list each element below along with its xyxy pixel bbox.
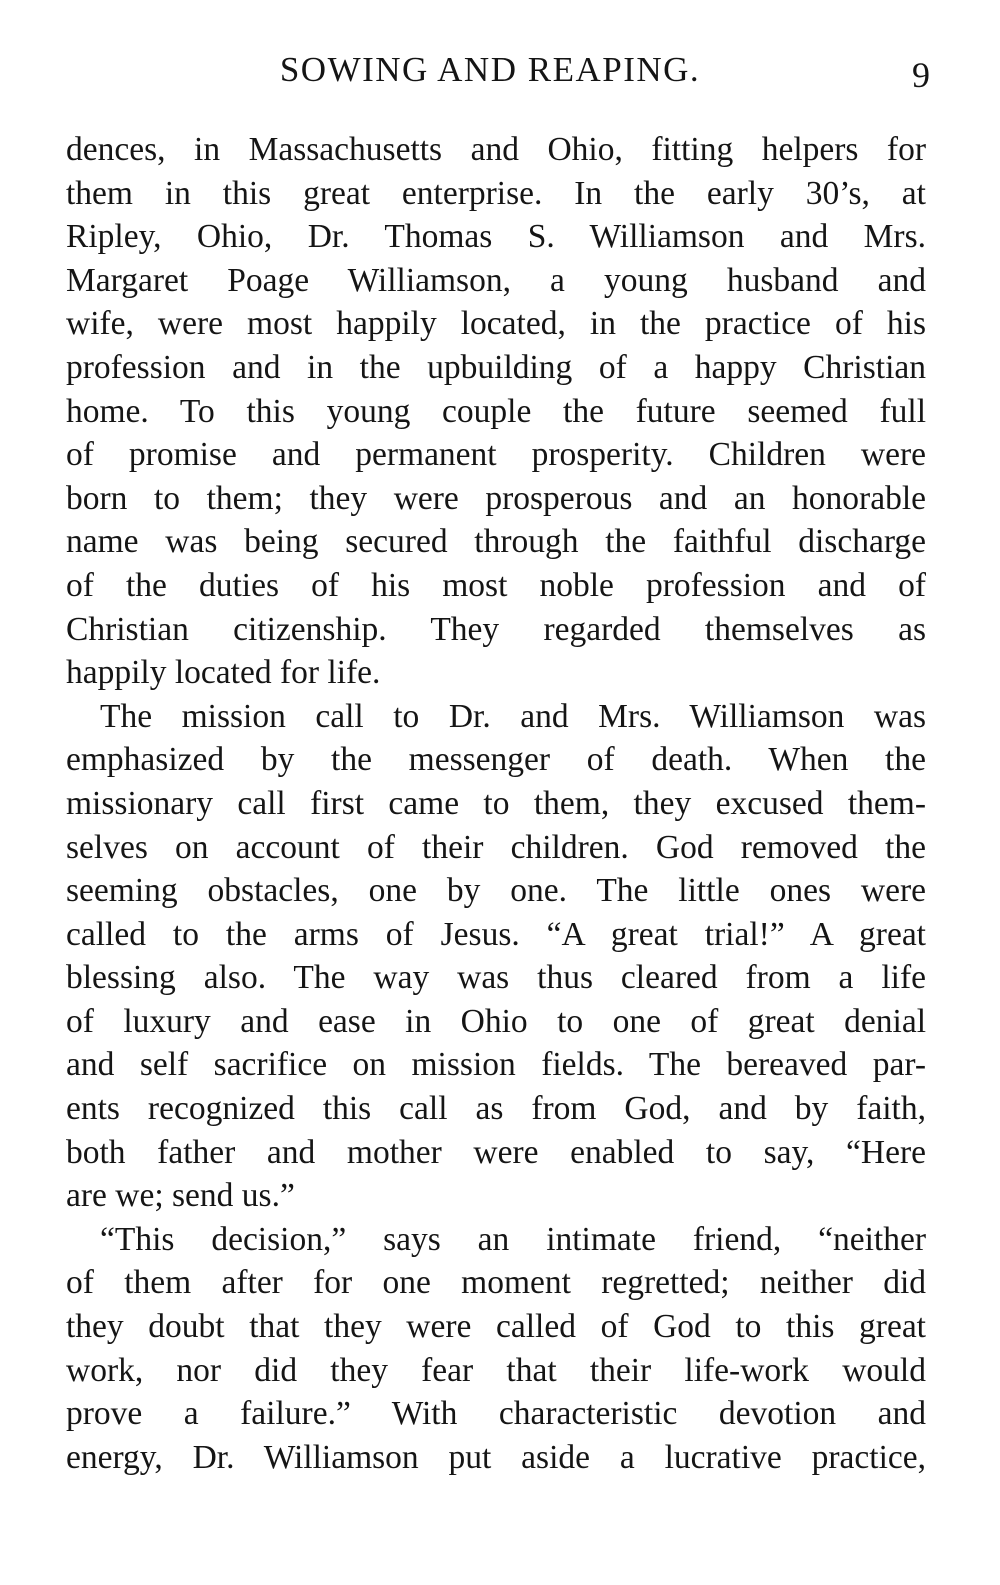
text-line: “This decision,” says an intimate friend, “neither — [100, 1220, 926, 1258]
paragraph-3 — [66, 1218, 926, 1480]
page-header — [0, 50, 1000, 102]
text-line: emphasized by the messenger of death. When the — [66, 741, 926, 779]
text-line: prove a failure.” With characteristic devotion and — [66, 1395, 926, 1433]
text-line: of promise and permanent prosperity. Children were — [66, 436, 926, 474]
text-line: and self sacrifice on mission fields. The bereaved par- — [66, 1046, 926, 1084]
text-line: happily located for life. — [66, 654, 381, 692]
text-line: of luxury and ease in Ohio to one of great denial — [66, 1002, 926, 1040]
text-line: blessing also. The way was thus cleared from a life — [66, 959, 926, 997]
text-line: missionary call first came to them, they excused them- — [66, 784, 926, 822]
text-line: both father and mother were enabled to say, “Here — [66, 1133, 926, 1171]
running-title: SOWING AND REAPING. — [279, 50, 701, 89]
text-line: of them after for one moment regretted; neither did — [66, 1264, 926, 1302]
text-line: them in this great enterprise. In the early 30’s, at — [66, 174, 926, 212]
text-line: of the duties of his most noble profession and of — [66, 566, 926, 604]
text-line: The mission call to Dr. and Mrs. Williamson was — [100, 697, 926, 735]
text-line: seeming obstacles, one by one. The little ones were — [66, 872, 926, 910]
body-text — [66, 128, 926, 1479]
text-line: name was being secured through the faithful discharge — [66, 523, 926, 561]
text-line: ents recognized this call as from God, and by faith, — [66, 1090, 926, 1128]
text-line: home. To this young couple the future seemed full — [66, 392, 926, 430]
text-line: Margaret Poage Williamson, a young husband and — [66, 261, 926, 299]
text-line: selves on account of their children. God removed the — [66, 828, 926, 866]
text-line: profession and in the upbuilding of a happy Christian — [66, 348, 926, 386]
text-line: born to them; they were prosperous and an honorable — [66, 479, 926, 517]
text-line: are we; send us.” — [66, 1177, 295, 1215]
text-line: energy, Dr. Williamson put aside a lucrative practice, — [66, 1438, 926, 1476]
page-number: 9 — [912, 55, 930, 95]
text-line: called to the arms of Jesus. “A great trial!” A great — [66, 915, 926, 953]
paragraph-2 — [66, 695, 926, 1218]
text-line: they doubt that they were called of God to this great — [66, 1308, 926, 1346]
text-line: Christian citizenship. They regarded themselves as — [66, 610, 926, 648]
text-line: dences, in Massachusetts and Ohio, fitting helpers for — [66, 131, 926, 168]
text-line: wife, were most happily located, in the practice of his — [66, 305, 926, 343]
paragraph-1 — [66, 128, 926, 695]
text-line: Ripley, Ohio, Dr. Thomas S. Williamson and Mrs. — [66, 218, 926, 256]
text-line: work, nor did they fear that their life-work would — [66, 1351, 926, 1389]
